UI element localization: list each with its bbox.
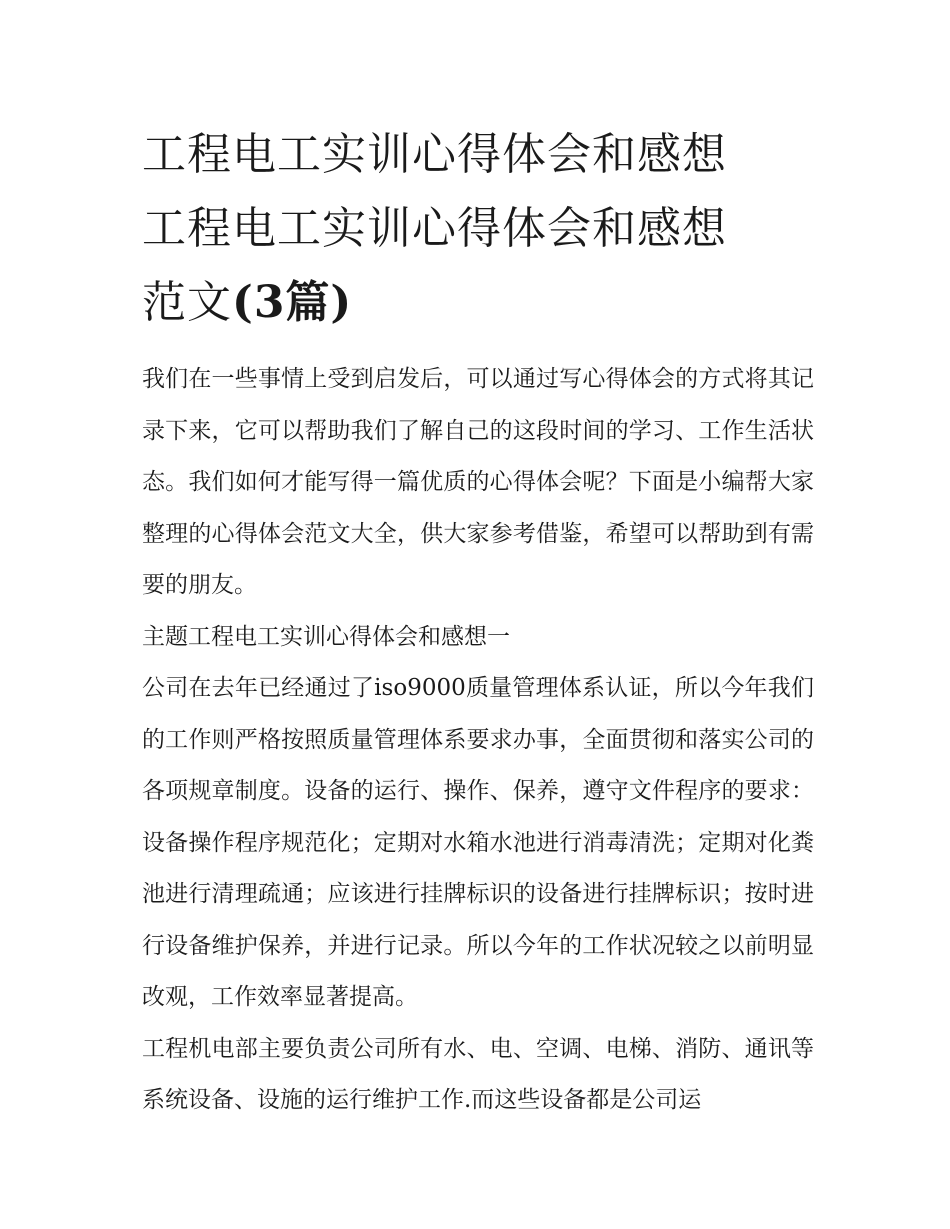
- title-line-2: 工程电工实训心得体会和感想: [142, 203, 727, 254]
- intro-paragraph: 我们在一些事情上受到启发后，可以通过写心得体会的方式将其记录下来，它可以帮助我们了解自己的这段时间的学习、工作生活状态。我们如何才能写得一篇优质的心得体会呢？下面是小编帮大家整理的心得体会范文大全，供大家参考借鉴，希望可以帮助到有需要的朋友。: [142, 366, 814, 598]
- document-page: [142, 118, 814, 1127]
- body-paragraph-1: 公司在去年已经通过了iso9000质量管理体系认证，所以今年我们的工作则严格按照质量管理体系要求办事，全面贯彻和落实公司的各项规章制度。设备的运行、操作、保养，遵守文件程序的要求：设备操作程序规范化；定期对水箱水池进行消毒清洗；定期对化粪池进行清理疏通；应该进行挂牌标识的设备进行挂牌标识；按时进行设备维护保养，并进行记录。所以今年的工作状况较之以前明显改观，工作效率显著提高。: [142, 675, 814, 1010]
- title-line-1: 工程电工实训心得体会和感想: [142, 129, 727, 180]
- body-paragraph-2: 工程机电部主要负责公司所有水、电、空调、电梯、消防、通讯等系统设备、设施的运行维护工作.而这些设备都是公司运: [142, 1035, 814, 1113]
- document-title: [142, 118, 814, 340]
- title-line-3-prefix: 范文: [142, 277, 232, 328]
- title-line-3-suffix: (3篇): [232, 277, 353, 328]
- section-heading: 主题工程电工实训心得体会和感想一: [142, 623, 510, 650]
